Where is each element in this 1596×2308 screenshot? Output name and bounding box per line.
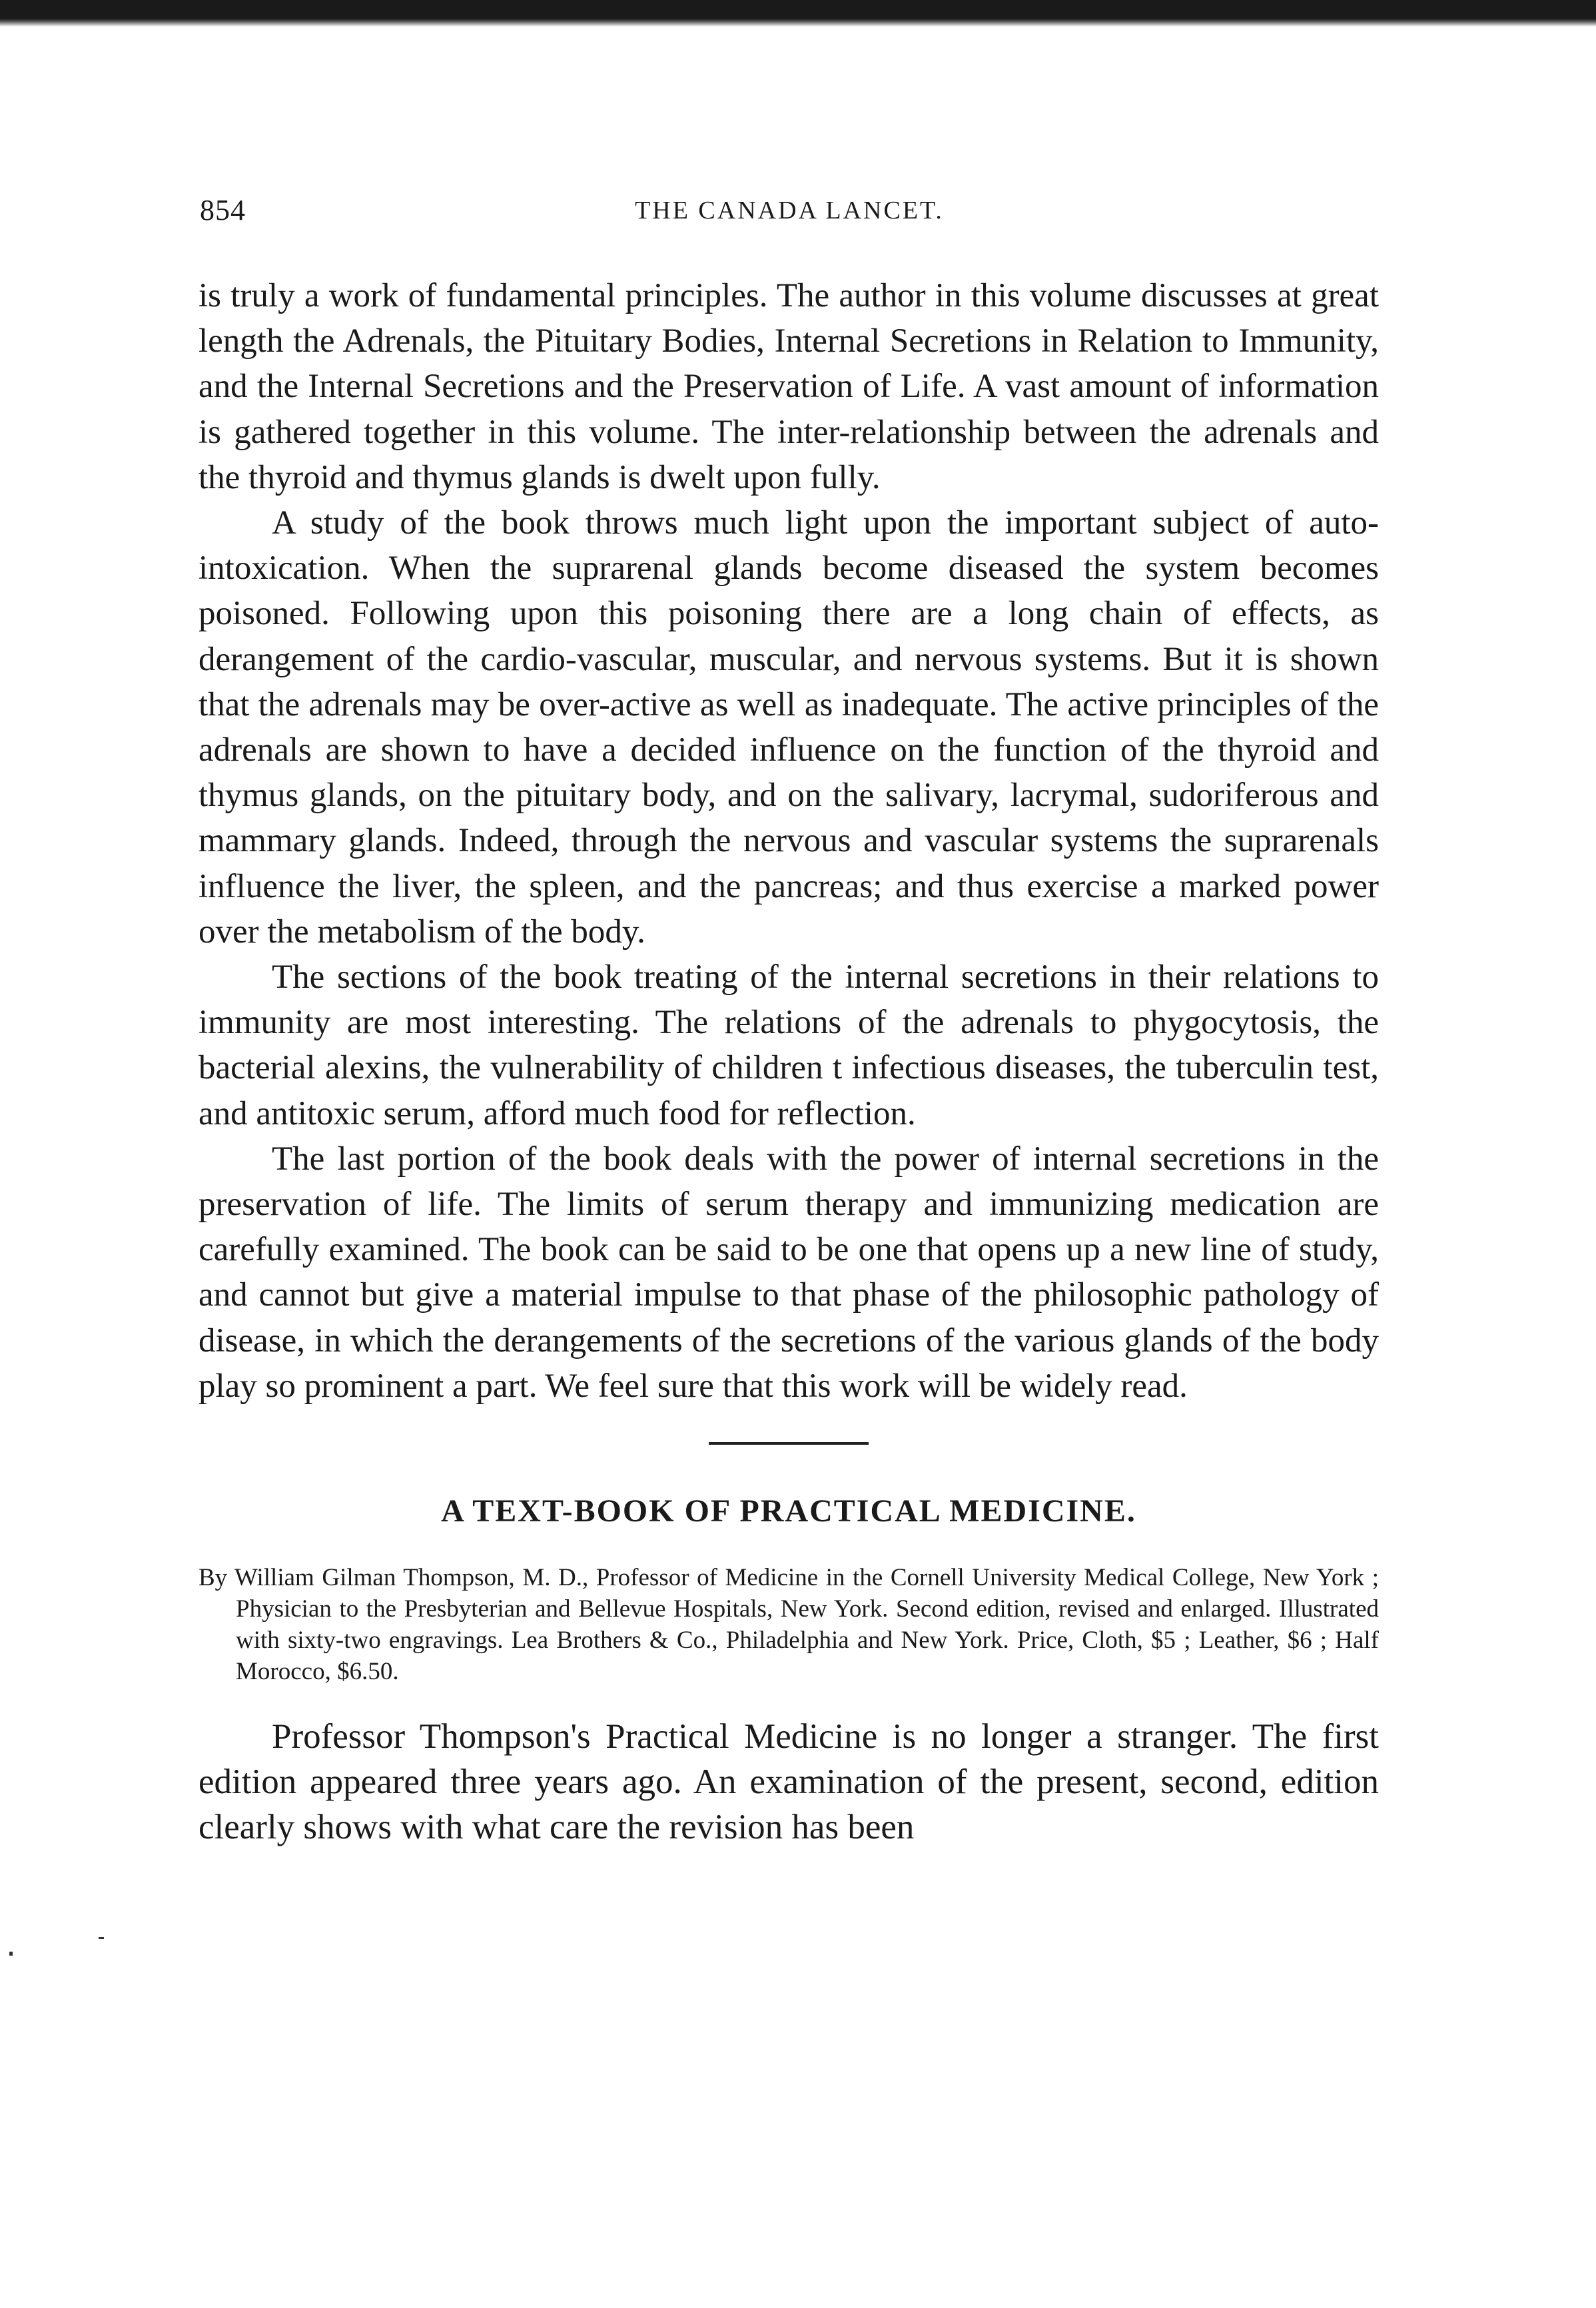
section-divider (709, 1442, 869, 1445)
book-review-title: A TEXT-BOOK OF PRACTICAL MEDICINE. (441, 1493, 1136, 1529)
page-body (199, 273, 1379, 1850)
margin-speck (99, 1937, 104, 1939)
page-header (200, 193, 1379, 233)
running-title: THE CANADA LANCET. (635, 196, 944, 224)
book-citation: By William Gilman Thompson, M. D., Professor of Medicine in the Cornell University Medical College, New York ; Physician to the Presbyterian and Bellevue Hospitals, New York. Second edition, revised and enlarged. Illustrated with sixty-two engravings. Lea Brothers & Co., Philadelphia and New York. Price, Cloth, $5 ; Leather, $6 ; Half Morocco, $6.50. (199, 1564, 1379, 1686)
review-paragraph: is truly a work of fundamental principles. The author in this volume discusses at great length the Adrenals, the Pituitary Bodies, Internal Secretions in Relation to Immunity, and the Internal Secretions and the Preservation of Life. A vast amount of information is gathered together in this volume. The inter-relationship between the adrenals and the thyroid and thymus glands is dwelt upon fully. (199, 277, 1379, 496)
margin-speck (9, 1952, 13, 1956)
top-edge-rule (0, 0, 1596, 27)
review-paragraph: A study of the book throws much light upon the important subject of auto-intoxication. When the suprarenal glands become diseased the system becomes poisoned. Following upon this poisoning there are a long chain of effects, as derangement of the cardio-vascular, muscular, and nervous systems. But it is shown that the adrenals may be over-active as well as inadequate. The active principles of the adrenals are shown to have a decided influence on the function of the thyroid and thymus glands, on the pituitary body, and on the salivary, lacrymal, sudoriferous and mammary glands. Indeed, through the nervous and vascular systems the suprarenals influence the liver, the spleen, and the pancreas; and thus exercise a marked power over the metabolism of the body. (199, 504, 1379, 951)
review-paragraph: The sections of the book treating of the internal secretions in their relations to immunity are most interesting. The relations of the adrenals to phygocytosis, the bacterial alexins, the vulnerability of children t infectious diseases, the tuberculin test, and antitoxic serum, afford much food for reflection. (199, 959, 1379, 1132)
review-paragraph: The last portion of the book deals with the power of internal secretions in the preservation of life. The limits of serum therapy and immunizing medication are carefully examined. The book can be said to be one that opens up a new line of study, and cannot but give a material impulse to that phase of the philosophic pathology of disease, in which the derangements of the secretions of the various glands of the body play so prominent a part. We feel sure that this work will be widely read. (199, 1140, 1379, 1405)
page-number: 854 (200, 194, 246, 226)
review-paragraph: Professor Thompson's Practical Medicine is no longer a stranger. The first edition appeared three years ago. An examination of the present, second, edition clearly shows with what care the revision has been (199, 1717, 1379, 1847)
